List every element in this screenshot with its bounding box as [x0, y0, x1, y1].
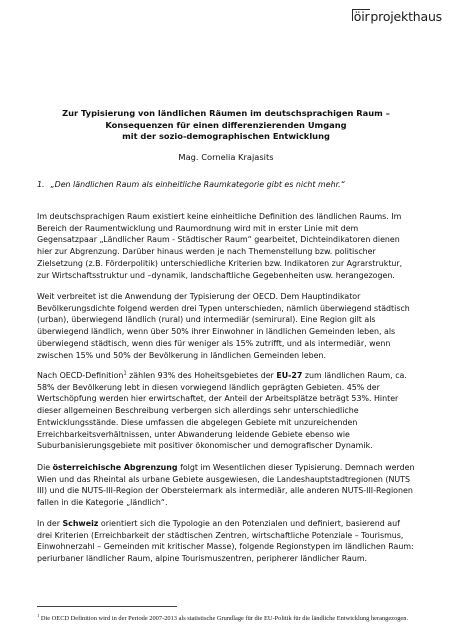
paragraph-3-emphasis: EU-27	[276, 371, 303, 380]
footnote-text: Die OECD Definition wird in der Periode 2007-2013 als statistische Grundlage für die EU-Politik für die ländliche Entwicklung herangezogen.	[39, 615, 409, 623]
paragraph-1: Im deutschsprachigen Raum existiert keine einheitliche Definition des ländlichen Raums. Im Bereich der Raumentwicklung und Raumordnung wird mit in erster Linie mit dem Gegensatzpaar „Ländlicher Raum - Städtischer Raum“ gearbeitet, Dichteindikatoren dienen hier zur Abgrenzung. Darüber hinaus werden je nach Themenstellung bzw. politischer Zielsetzung (z.B. Förderpolitik) unterschiedliche Kriterien bzw. Indikatoren zur Agrarstruktur, zur Wirtschaftsstruktur und –dynamik, landschaftliche Gegebenheiten usw. herangezogen.	[37, 212, 403, 280]
title-line-2: Konsequenzen für einen differenzierenden Umgang	[105, 119, 347, 130]
footnote-number: 1	[37, 613, 40, 618]
footnote-reference: 1	[123, 370, 127, 377]
paragraph-5-text-a: In der	[37, 519, 63, 528]
paragraph-3-text-a: Nach OECD-Definition	[37, 371, 124, 380]
paragraph-3	[37, 370, 417, 452]
logo	[353, 9, 442, 24]
title-line-3: mit der sozio-demographischen Entwicklung	[122, 131, 330, 141]
logo-text: projekthaus	[370, 9, 442, 24]
footnote	[37, 611, 417, 623]
title-line-1: Zur Typisierung von ländlichen Räumen im deutschsprachigen Raum –	[62, 108, 390, 118]
logo-boxed-text: öir	[353, 9, 370, 24]
section-heading	[37, 180, 345, 189]
section-number: 1.	[37, 180, 45, 189]
paragraph-3-text-c: zum ländlichen Raum, ca. 58% der Bevölkerung lebt in diesen vorwiegend ländlich geprägten Gebieten. 45% der Wertschöpfung werden hier erwirtschaftet, der Anteil der Arbeitsplätze beträgt 53%. Hinter dieser allgemeinen Beschreibung verbergen sich allerdings sehr unterschiedliche Entwicklungsstände. Diese umfassen die abgelegen Gebiete mit unzureichenden Erreichbarkeitsverhältnissen, unter Abwanderung leidende Gebiete ebenso wie Suburbanisierungsgebiete mit positiver ökonomischer und demografischer Dynamik.	[37, 371, 407, 451]
document-title	[30, 108, 422, 143]
section-title: „Den ländlichen Raum als einheitliche Raumkategorie gibt es nicht mehr.“	[50, 180, 345, 189]
paragraph-5	[37, 518, 417, 565]
paragraph-4-text-b: folgt im Wesentlichen dieser Typisierung. Demnach werden Wien und das Rheintal als urbane Gebiete ausgewiesen, die Landeshauptstadtregionen (NUTS III) und die NUTS-III-Region der Obersteiermark als intermediär, alle anderen NUTS-III-Regionen fallen in die Kategorie „ländlich“.	[37, 463, 415, 508]
paragraph-4-text-a: Die	[37, 463, 53, 472]
author: Mag. Cornelia Krajasits	[178, 152, 274, 162]
paragraph-4-emphasis: österreichische Abgrenzung	[52, 463, 178, 472]
paragraph-5-text-b: orientiert sich die Typologie an den Potenzialen und definiert, basierend auf drei Kriterien (Erreichbarkeit der städtischen Zentren, wirtschaftliche Potenziale – Tourismus, Einwohnerzahl – Gemeinden mit kritischer Masse), folgende Regionstypen im ländlichen Raum: periurbaner ländlicher Raum, alpine Tourismuszentren, peripherer ländlicher Raum.	[37, 519, 414, 564]
paragraph-4	[37, 462, 417, 509]
footnote-divider	[37, 606, 177, 607]
paragraph-3-text-b: zählen 93% des Hoheitsgebietes der	[126, 371, 277, 380]
paragraph-2: Weit verbreitet ist die Anwendung der Typisierung der OECD. Dem Hauptindikator Bevölkerungsdichte folgend werden drei Typen unterschieden, nämlich überwiegend städtisch (urban), überwiegend ländlich (rural) und intermediär (semirural). Eine Region gilt als überwiegend ländlich, wenn über 50% ihrer Einwohner in ländlichen Gemeinden leben, als überwiegend städtisch, wenn dies für weniger als 15% zutrifft, und als intermediär, wenn zwischen 15% und 50% der Bevölkerung in ländlichen Gemeinden leben.	[37, 292, 410, 360]
paragraph-5-emphasis: Schweiz	[62, 519, 99, 528]
